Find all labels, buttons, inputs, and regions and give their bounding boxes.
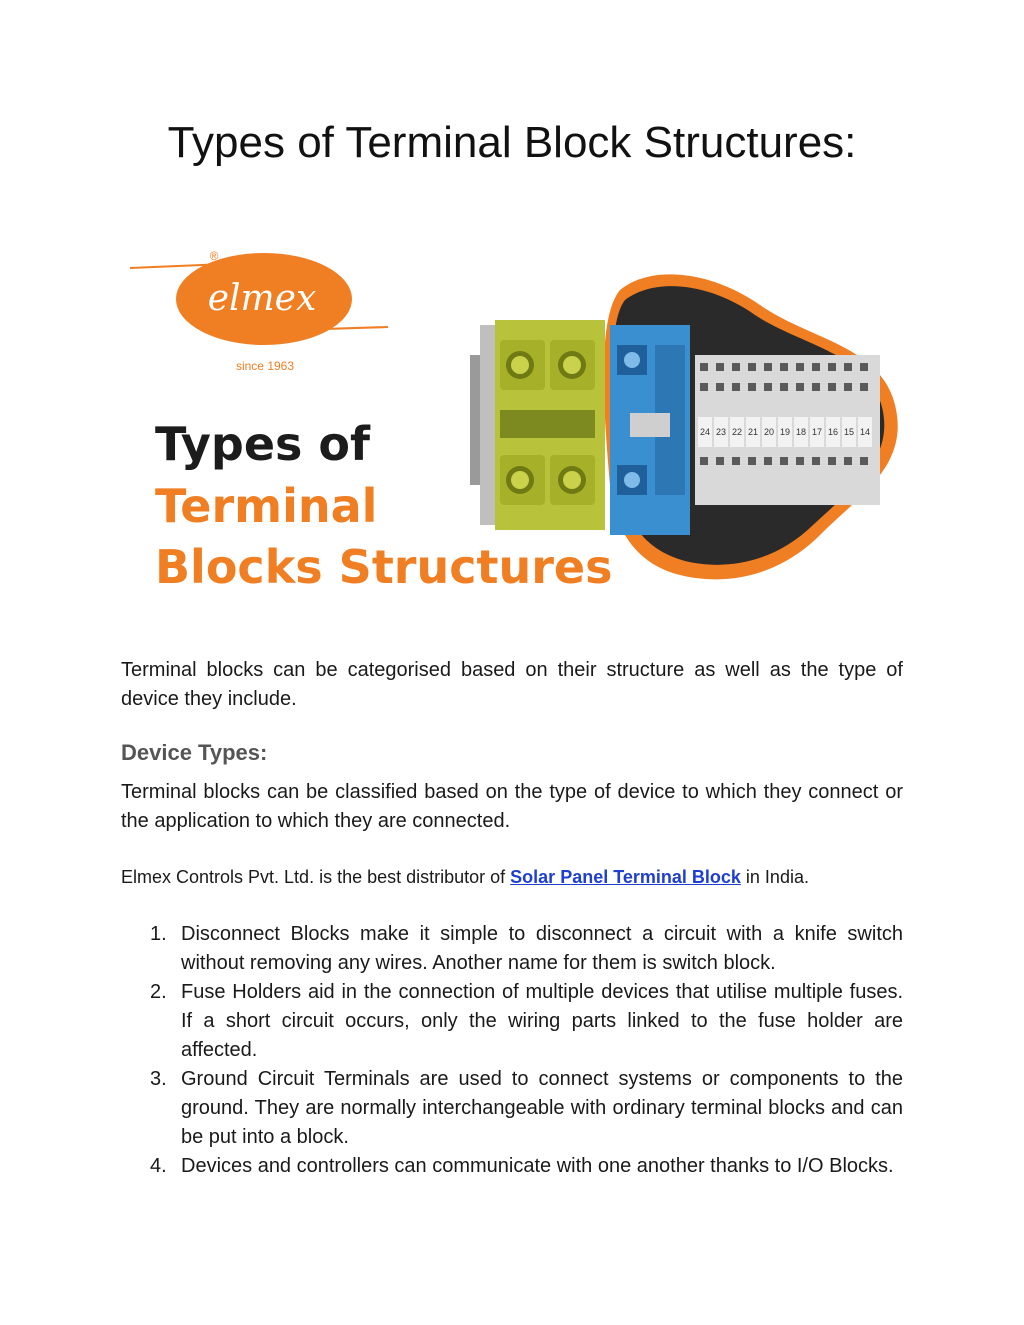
distributor-suffix: in India. <box>740 867 809 887</box>
svg-text:15: 15 <box>843 427 855 437</box>
svg-text:14: 14 <box>859 427 871 437</box>
svg-text:21: 21 <box>747 427 759 437</box>
list-item-number: 1. <box>150 923 167 945</box>
list-item-text: Disconnect Blocks make it simple to disconnect a circuit with a knife switch without removing any wires. Another name for them is switch block. <box>181 923 903 974</box>
page-title: Types of Terminal Block Structures: <box>167 118 857 167</box>
svg-text:24: 24 <box>699 427 711 437</box>
svg-text:22: 22 <box>731 427 743 437</box>
terminal-block-banner <box>120 235 910 615</box>
list-item-number: 3. <box>150 1068 167 1090</box>
svg-text:20: 20 <box>763 427 775 437</box>
svg-text:18: 18 <box>795 427 807 437</box>
list-item <box>121 1152 903 1181</box>
list-item-text: Ground Circuit Terminals are used to connect systems or components to the ground. They are normally interchangeable with ordinary terminal blocks and can be put into a block. <box>181 1068 903 1148</box>
list-item <box>121 920 903 978</box>
device-types-list <box>121 920 903 1181</box>
distributor-line <box>121 864 809 890</box>
svg-text:19: 19 <box>779 427 791 437</box>
banner-heading-line3: Blocks Structures <box>155 540 613 594</box>
solar-panel-terminal-block-link[interactable]: Solar Panel Terminal Block <box>510 867 741 887</box>
svg-text:23: 23 <box>715 427 727 437</box>
list-item-number: 4. <box>150 1155 167 1177</box>
device-types-heading: Device Types: <box>121 740 268 765</box>
svg-text:16: 16 <box>827 427 839 437</box>
list-item <box>121 1065 903 1152</box>
intro-paragraph: Terminal blocks can be categorised based on their structure as well as the type of device they include. <box>121 659 903 710</box>
list-item-text: Devices and controllers can communicate with one another thanks to I/O Blocks. <box>181 1155 894 1177</box>
list-item-text: Fuse Holders aid in the connection of multiple devices that utilise multiple fuses. If a short circuit occurs, only the wiring parts linked to the fuse holder are affected. <box>181 981 903 1061</box>
list-item-number: 2. <box>150 981 167 1003</box>
since-text: since 1963 <box>235 359 295 373</box>
banner-heading-line1: Types of <box>155 417 371 471</box>
device-types-description: Terminal blocks can be classified based on the type of device to which they connect or the application to which they are connected. <box>121 781 903 832</box>
banner-heading-line2: Terminal <box>155 479 378 533</box>
list-item <box>121 978 903 1065</box>
svg-text:17: 17 <box>811 427 823 437</box>
registered-mark: ® <box>209 249 219 263</box>
distributor-prefix: Elmex Controls Pvt. Ltd. is the best distributor of <box>121 867 511 887</box>
terminal-number-labels <box>698 417 872 447</box>
logo-text: elmex <box>207 278 317 319</box>
